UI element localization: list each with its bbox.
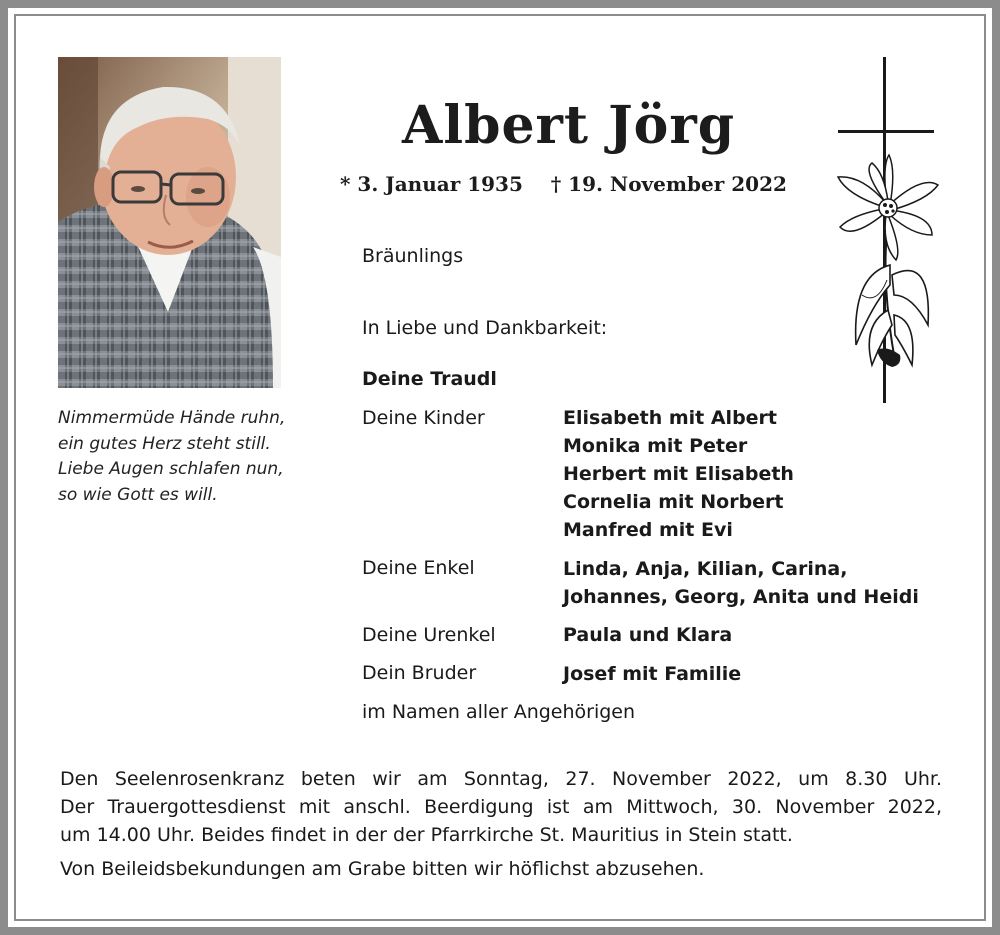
list-item: Linda, Anja, Kilian, Carina, [563, 558, 848, 580]
deceased-name: Albert Jörg [402, 95, 736, 156]
children-label: Deine Kinder [362, 407, 485, 429]
service-notice [60, 765, 942, 849]
brother-name: Josef mit Familie [563, 663, 742, 685]
spouse-name: Deine Traudl [362, 368, 497, 390]
list-item: Elisabeth mit Albert [563, 407, 778, 429]
poem-line: Nimmermüde Hände ruhn, [58, 408, 286, 428]
list-item: Cornelia mit Norbert [563, 491, 784, 513]
list-item: Herbert mit Elisabeth [563, 463, 794, 485]
poem-line: ein gutes Herz steht still. [58, 433, 271, 454]
hometown: Bräunlings [362, 245, 464, 267]
great-grandchildren-label: Deine Urenkel [362, 624, 496, 646]
brother-label: Dein Bruder [362, 662, 477, 684]
grandchildren-list [563, 555, 919, 611]
cross-with-edelweiss-icon [832, 55, 942, 405]
list-item: Johannes, Georg, Anita und Heidi [563, 586, 919, 608]
gratitude-line: In Liebe und Dankbarkeit: [362, 317, 608, 339]
life-dates [340, 172, 787, 196]
poem [58, 406, 338, 508]
portrait-photo [58, 57, 281, 388]
death-date: † 19. November 2022 [550, 172, 787, 196]
birth-date: * 3. Januar 1935 [340, 172, 523, 196]
poem-line: Liebe Augen schlafen nun, [58, 459, 284, 479]
great-grandchildren-names: Paula und Klara [563, 624, 733, 646]
notice-line: Den Seelenrosenkranz beten wir am Sonntag, 27. November 2022, um 8.30 Uhr. [60, 768, 942, 790]
closing-note: Von Beileidsbekundungen am Grabe bitten wir höflichst abzusehen. [60, 858, 705, 880]
notice-line: Der Trauergottesdienst mit anschl. Beerdigung ist am Mittwoch, 30. November 2022, [60, 796, 942, 818]
poem-line: so wie Gott es will. [58, 484, 218, 505]
notice-line: um 14.00 Uhr. Beides findet in der der Pfarrkirche St. Mauritius in Stein statt. [60, 824, 793, 846]
children-list [563, 404, 794, 544]
on-behalf-line: im Namen aller Angehörigen [362, 701, 636, 723]
list-item: Manfred mit Evi [563, 519, 733, 541]
list-item: Monika mit Peter [563, 435, 748, 457]
grandchildren-label: Deine Enkel [362, 557, 475, 579]
